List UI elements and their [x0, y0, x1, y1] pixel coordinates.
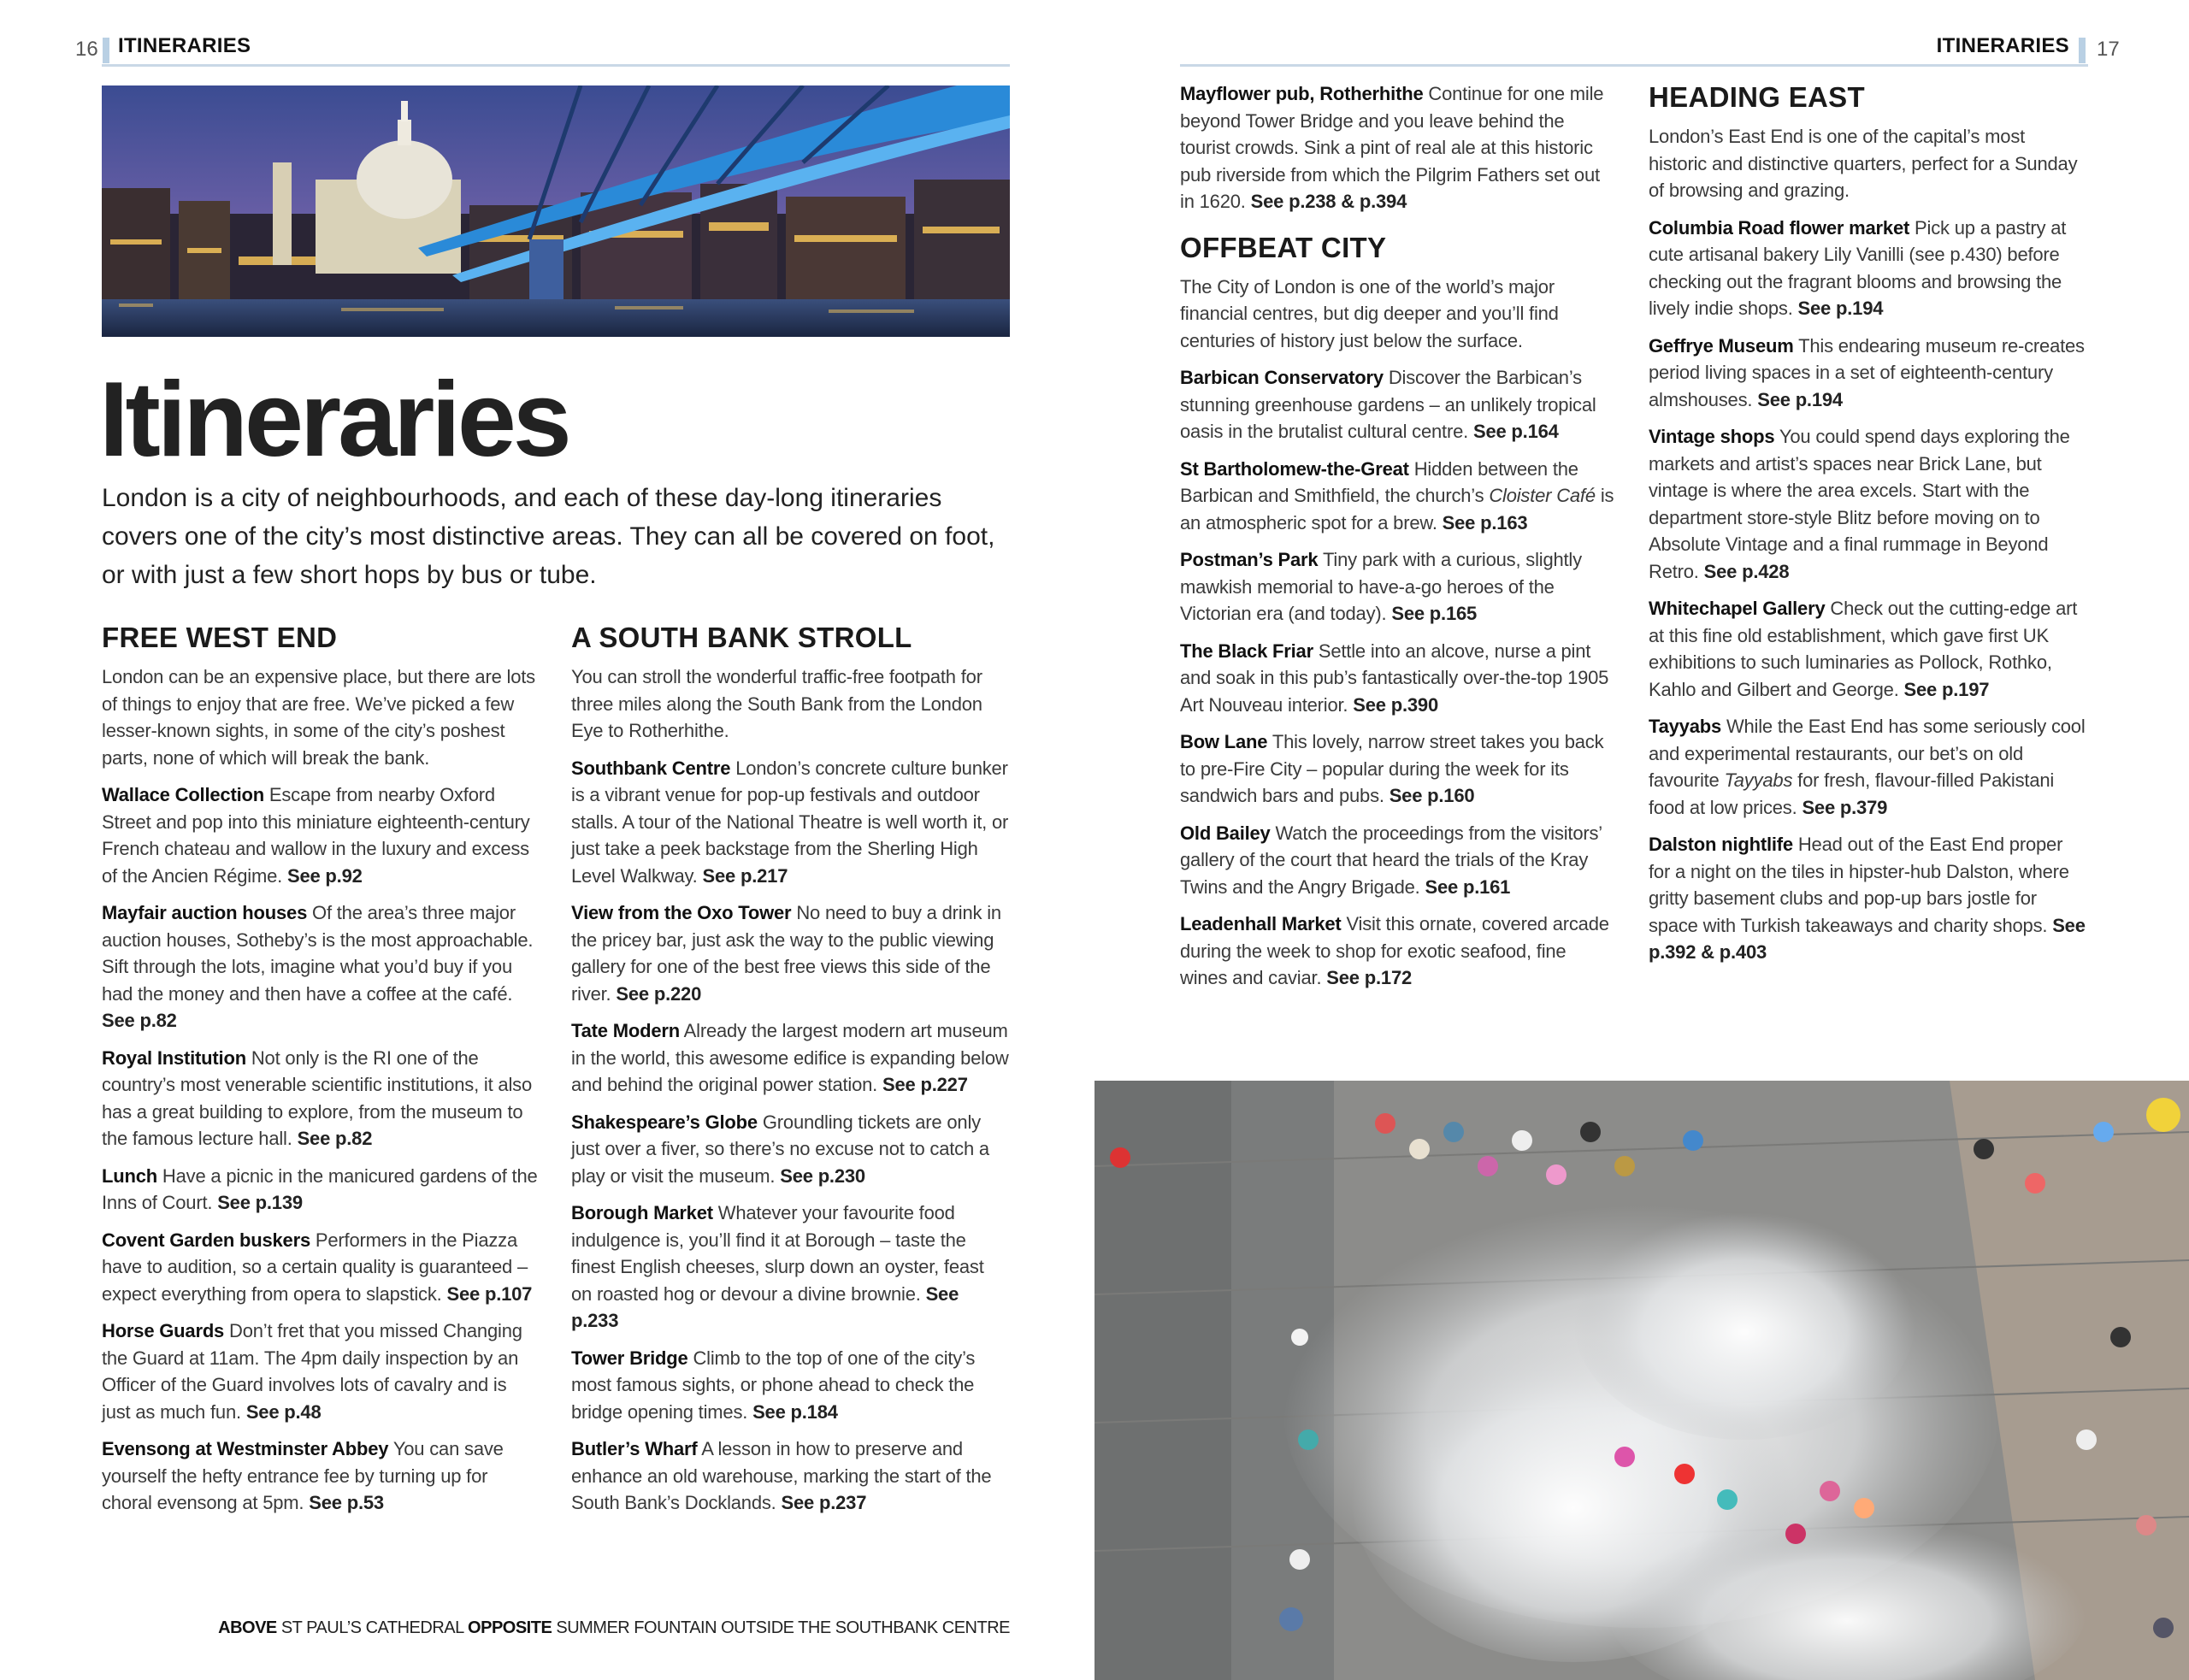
- list-item: [102, 781, 540, 889]
- intro-paragraph: London is a city of neighbourhoods, and each of these day-long itineraries covers one of the city’s most distinctive areas. They can all be covered on foot, or with just a few short hops by bus or tube.: [102, 484, 995, 589]
- entry-text: This endearing museum re-creates period living spaces in a set of eighteenth-century almshouses.: [1649, 334, 2085, 410]
- page-number-left: 16: [75, 38, 98, 61]
- entry-text: Have a picnic in the manicured gardens of the Inns of Court.: [102, 1164, 538, 1213]
- entry-name: Dalston nightlife: [1649, 834, 1793, 855]
- entry-name: Vintage shops: [1649, 426, 1775, 447]
- list-item: [1649, 423, 2086, 585]
- section-intro: The City of London is one of the world’s major financial centres, but dig deeper and you’ll find centuries of history just below the surface.: [1180, 275, 1559, 351]
- page-reference: See p.163: [1442, 511, 1528, 533]
- entry-name: Wallace Collection: [102, 784, 264, 805]
- section-intro: You can stroll the wonderful traffic-free footpath for three miles along the South Bank from the London Eye to Rotherhithe.: [571, 666, 982, 741]
- page-reference: See p.428: [1703, 560, 1790, 582]
- entry-text: Watch the proceedings from the visitors’ gallery of the court that heard the trials of the Kray Twins and the Angry Brigade.: [1180, 822, 1602, 898]
- column-free-west-end: [102, 621, 540, 1532]
- list-item: [102, 1435, 540, 1517]
- entry-name: Whitechapel Gallery: [1649, 598, 1826, 619]
- page-reference: See p.139: [217, 1192, 303, 1213]
- section-heading: HEADING EAST: [1649, 81, 1865, 113]
- caption-text-above: ST PAUL’S CATHEDRAL: [280, 1618, 463, 1637]
- entry-text-continued: is an atmospheric spot for a brew.: [1180, 485, 1614, 533]
- list-item: [1180, 456, 1618, 537]
- running-head-accent: [2079, 38, 2086, 63]
- entry-text: Escape from nearby Oxford Street and pop into this miniature eighteenth-century French chateau and wallow in the luxury and excess of the Ancien Régime.: [102, 784, 530, 887]
- page-title: Itineraries: [99, 361, 569, 479]
- running-head-left: ITINERARIES: [118, 34, 251, 57]
- entry-text: While the East End has some seriously cool and experimental restaurants, our bet’s on old favourite: [1649, 716, 2086, 791]
- entry-italic: Tayyabs: [1724, 769, 1793, 791]
- running-head-accent: [103, 38, 109, 63]
- entry-text: Of the area’s three major auction houses, Sotheby’s is the most approachable. Sift through the lots, imagine what you’d buy if you had the money and then have a coffee at the café.: [102, 902, 534, 1005]
- entry-name: Southbank Centre: [571, 757, 731, 779]
- entry-name: St Bartholomew-the-Great: [1180, 457, 1409, 480]
- page-reference: See p.164: [1472, 421, 1559, 442]
- header-rule-left: [102, 64, 1010, 67]
- page-reference: See p.233: [571, 1282, 959, 1331]
- list-item: [1180, 728, 1618, 810]
- entry-text: Climb to the top of one of the city’s most famous sights, or phone ahead to check the bridge opening times.: [571, 1347, 976, 1423]
- page-reference: See p.82: [297, 1128, 373, 1149]
- list-item: [571, 1435, 1009, 1517]
- entry-text-continued: for fresh, flavour-filled Pakistani food at low prices.: [1649, 769, 2055, 818]
- page-reference: See p.165: [1391, 603, 1478, 624]
- entry-text: Don’t fret that you missed Changing the Guard at 11am. The 4pm daily inspection by an Officer of the Guard involves lots of cavalry and is just as much fun.: [102, 1320, 522, 1423]
- running-head-right: ITINERARIES: [1936, 34, 2069, 57]
- page-reference: See p.230: [780, 1164, 865, 1187]
- page-reference: See p.161: [1425, 875, 1511, 898]
- section: [102, 621, 540, 1517]
- page-reference: See p.238 & p.394: [1250, 191, 1407, 212]
- section: [1180, 231, 1618, 992]
- entry-name: Shakespeare’s Globe: [571, 1111, 758, 1133]
- page-reference: See p.379: [1802, 796, 1888, 818]
- entry-text: Continue for one mile beyond Tower Bridge and you leave behind the tourist crowds. Sink a pint of real ale at this historic pub riverside from which the Pilgrim Fathers set out in 1620.: [1180, 83, 1604, 212]
- southbank-fountain-photo: [1094, 1081, 2189, 1680]
- entry-name: Columbia Road flower market: [1649, 216, 1910, 239]
- list-item: [1180, 638, 1618, 719]
- entry-name: Postman’s Park: [1180, 549, 1319, 570]
- entry-text: Performers in the Piazza have to audition, so a certain quality is guaranteed – expect everything from opera to slapstick.: [102, 1229, 528, 1305]
- list-item: [571, 1345, 1009, 1426]
- column-south-bank-stroll: [571, 621, 1009, 1532]
- list-item: [102, 1227, 540, 1308]
- section-heading: OFFBEAT CITY: [1180, 231, 1387, 263]
- entry-name: Evensong at Westminster Abbey: [102, 1438, 389, 1459]
- page-reference: See p.172: [1326, 967, 1413, 988]
- entry-italic: Cloister Café: [1489, 485, 1596, 506]
- entry-name: Old Bailey: [1180, 822, 1271, 844]
- section: [571, 621, 1009, 1517]
- page-reference: See p.48: [245, 1400, 322, 1423]
- photo-caption: [218, 1618, 1010, 1638]
- entry-name: Mayfair auction houses: [102, 902, 308, 923]
- list-item: [571, 1017, 1009, 1099]
- list-item: [1649, 713, 2086, 821]
- entry-text: No need to buy a drink in the pricey bar, just ask the way to the public viewing gallery for one of the best free views this side of the river.: [571, 902, 1001, 1005]
- entry-name: View from the Oxo Tower: [571, 902, 792, 923]
- list-item: [102, 1045, 540, 1152]
- list-item: [1180, 364, 1618, 445]
- page-number-right: 17: [2097, 38, 2120, 61]
- list-item: [571, 755, 1009, 890]
- list-item: [1180, 546, 1618, 628]
- entry-name: Tayyabs: [1649, 716, 1722, 737]
- column-heading-east: [1649, 80, 2086, 981]
- entry-text: You could spend days exploring the markets and artist’s spaces near Brick Lane, but vintage is where the area excels. Start with the department store-style Blitz before moving on to Absolute Vintage and a final rummage in Beyond Retro.: [1649, 426, 2070, 582]
- page-reference: See p.194: [1757, 388, 1843, 410]
- entry-text: Not only is the RI one of the country’s most venerable scientific institutions, it also has a great building to explore, from the museum to the famous lecture hall.: [102, 1046, 532, 1149]
- list-item: [1649, 215, 2086, 322]
- entry-name: Bow Lane: [1180, 731, 1268, 752]
- entry-text: Hidden between the Barbican and Smithfield, the church’s: [1180, 457, 1578, 506]
- st-pauls-cathedral-photo: [102, 85, 1010, 337]
- page-reference: See p.92: [286, 864, 363, 887]
- list-item: [571, 1200, 1009, 1335]
- entry-text: Pick up a pastry at cute artisanal bakery Lily Vanilli (see p.430) before checking out the fragrant blooms and browsing the lively indie shops.: [1649, 216, 2067, 319]
- entry-text: Discover the Barbican’s stunning greenhouse gardens – an unlikely tropical oasis in the brutalist cultural centre.: [1180, 367, 1596, 442]
- list-item: [102, 1317, 540, 1425]
- page-reference: See p.160: [1389, 785, 1475, 806]
- page-reference: See p.237: [781, 1492, 867, 1513]
- section-intro: London’s East End is one of the capital’s most historic and distinctive quarters, perfect for a Sunday of browsing and grazing.: [1649, 126, 2078, 201]
- entry-name: Leadenhall Market: [1180, 913, 1342, 934]
- entry-text: Visit this ornate, covered arcade during the week to shop for exotic seafood, fine wines and caviar.: [1180, 913, 1609, 988]
- list-item: [1180, 80, 1618, 215]
- entry-name: Horse Guards: [102, 1320, 225, 1341]
- section-intro: London can be an expensive place, but there are lots of things to enjoy that are free. We’ve picked a few lesser-known sights, in some of the city’s poshest parts, none of which will break the bank.: [102, 666, 535, 769]
- entry-name: Tate Modern: [571, 1020, 680, 1041]
- page-reference: See p.184: [752, 1400, 838, 1423]
- page-reference: See p.390: [1353, 693, 1438, 716]
- list-item: [1649, 333, 2086, 414]
- entry-text: Whatever your favourite food indulgence is, you’ll find it at Borough – taste the finest English cheeses, slurp down an oyster, feast on roasted hog or devour a divine brownie.: [571, 1202, 984, 1305]
- page-reference: See p.217: [702, 864, 788, 887]
- page-reference: See p.220: [616, 982, 702, 1005]
- entry-text: Settle into an alcove, nurse a pint and soak in this pub’s fantastically over-the-top 1905 Art Nouveau interior.: [1180, 640, 1609, 716]
- entry-text: Head out of the East End proper for a night on the tiles in hipster-hub Dalston, where gritty basement clubs and pop-up bars jostle for space with Turkish takeaways and charity shops.: [1649, 834, 2069, 936]
- entry-text: Already the largest modern art museum in the world, this awesome edifice is expanding below and behind the original power station.: [571, 1020, 1009, 1095]
- list-item: [1180, 820, 1618, 901]
- entry-name: The Black Friar: [1180, 640, 1313, 662]
- list-item: [571, 1109, 1009, 1190]
- entry-text: Groundling tickets are only just over a fiver, so there’s no excuse not to catch a play or visit the museum.: [571, 1111, 989, 1187]
- list-item: [1649, 595, 2086, 703]
- list-item: [571, 899, 1009, 1007]
- caption-label-opposite: OPPOSITE: [468, 1618, 552, 1637]
- header-rule-right: [1180, 64, 2088, 67]
- entry-text: A lesson in how to preserve and enhance an old warehouse, marking the start of the South Bank’s Docklands.: [571, 1438, 992, 1513]
- list-item: [1180, 911, 1618, 992]
- section-heading: FREE WEST END: [102, 622, 338, 653]
- page-reference: See p.197: [1903, 678, 1990, 700]
- page-reference: See p.392 & p.403: [1649, 914, 2086, 963]
- list-item: [1649, 831, 2086, 966]
- entry-name: Geffrye Museum: [1649, 334, 1794, 357]
- entry-name: Barbican Conservatory: [1180, 367, 1384, 388]
- entry-name: Mayflower pub, Rotherhithe: [1180, 83, 1424, 104]
- entry-text: This lovely, narrow street takes you back to pre-Fire City – popular during the week for its sandwich bars and pubs.: [1180, 731, 1604, 806]
- entry-name: Covent Garden buskers: [102, 1229, 310, 1251]
- list-item: [102, 1163, 540, 1217]
- page-reference: See p.194: [1797, 298, 1884, 319]
- page-reference: See p.107: [446, 1282, 533, 1305]
- page-reference: See p.82: [102, 1010, 177, 1031]
- list-item: [102, 899, 540, 1035]
- entry-text: You can save yourself the hefty entrance fee by turning up for choral evensong at 5pm.: [102, 1438, 504, 1513]
- section: [1180, 80, 1618, 215]
- entry-text: Check out the cutting-edge art at this fine old establishment, which gave first UK exhibitions to such luminaries as Pollock, Rothko, Kahlo and Gilbert and George.: [1649, 598, 2078, 700]
- entry-name: Butler’s Wharf: [571, 1438, 698, 1459]
- column-offbeat-city: [1180, 80, 1618, 1007]
- entry-name: Royal Institution: [102, 1046, 246, 1069]
- page-reference: See p.53: [309, 1492, 384, 1513]
- section: [1649, 80, 2086, 966]
- entry-name: Lunch: [102, 1164, 157, 1187]
- caption-text-opposite: SUMMER FOUNTAIN OUTSIDE THE SOUTHBANK CENTRE: [556, 1618, 1010, 1637]
- section-heading: A SOUTH BANK STROLL: [571, 622, 912, 653]
- entry-text: London’s concrete culture bunker is a vibrant venue for pop-up festivals and outdoor stalls. A tour of the National Theatre is well worth it, or just take a peek backstage from the Sherling High Level Walkway.: [571, 757, 1009, 887]
- entry-text: Tiny park with a curious, slightly mawkish memorial to have-a-go heroes of the Victorian era (and today).: [1180, 549, 1582, 624]
- entry-name: Tower Bridge: [571, 1347, 688, 1369]
- caption-label-above: ABOVE: [218, 1618, 277, 1637]
- page-reference: See p.227: [882, 1074, 968, 1095]
- entry-name: Borough Market: [571, 1202, 713, 1223]
